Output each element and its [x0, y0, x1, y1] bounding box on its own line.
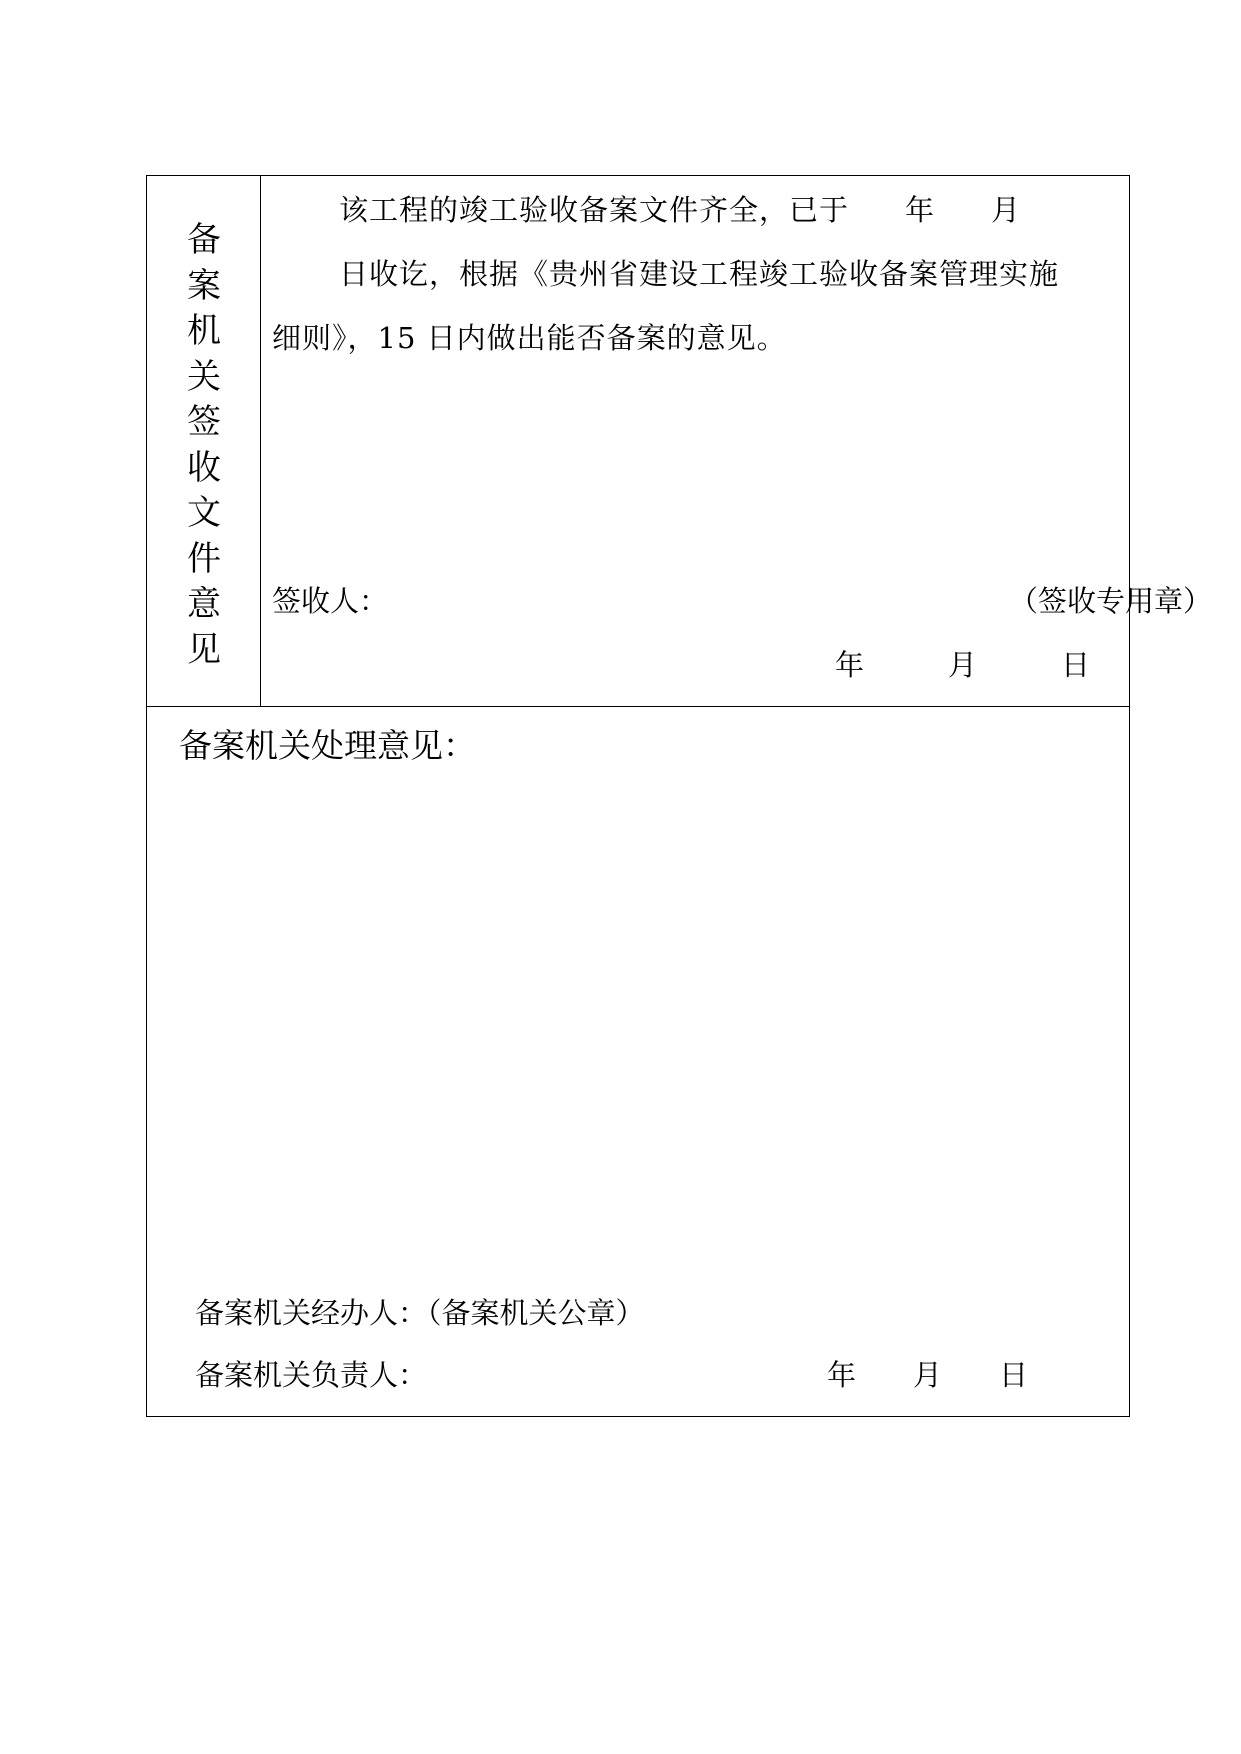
receipt-statement-line-3: 细则》，15 日内做出能否备案的意见。	[272, 321, 787, 355]
receipt-opinion-content-cell	[261, 176, 1213, 706]
vertical-label-char: 机	[187, 311, 221, 351]
vertical-label-char: 收	[187, 447, 221, 488]
authority-chief-label: 备案机关负责人：	[195, 1358, 428, 1392]
authority-date-year: 年	[827, 1358, 857, 1392]
receipt-statement-text: 该工程的竣工验收备案文件齐全，已于	[339, 193, 850, 227]
receipt-statement-line-2: 日收讫，根据《贵州省建设工程竣工验收备案管理实施	[339, 257, 1060, 291]
receipt-year-label: 年	[905, 193, 936, 227]
authority-date-day: 日	[999, 1358, 1029, 1392]
receipt-statement-line-1	[339, 188, 1021, 229]
authority-opinion-title: 备案机关处理意见：	[179, 726, 476, 765]
vertical-label-char: 件	[187, 538, 221, 579]
receipt-opinion-label-cell	[147, 176, 261, 706]
sign-date-month: 月	[948, 648, 978, 682]
signer-label: 签收人：	[272, 584, 389, 618]
receipt-opinion-vertical-label	[147, 218, 261, 673]
vertical-label-char: 关	[187, 356, 221, 397]
vertical-label-char: 案	[187, 265, 221, 306]
authority-date-month: 月	[913, 1358, 943, 1392]
vertical-label-char: 意	[187, 584, 221, 624]
authority-handler-label: 备案机关经办人：（备案机关公章）	[195, 1296, 645, 1330]
receipt-stamp-note: （签收专用章）	[1009, 584, 1213, 618]
receipt-opinion-row	[147, 176, 1213, 707]
sign-date-day: 日	[1061, 648, 1091, 682]
sign-date-year: 年	[835, 648, 865, 682]
filing-form-table	[146, 175, 1213, 1417]
authority-opinion-row	[147, 706, 1129, 1416]
vertical-label-char: 备	[187, 220, 221, 260]
receipt-month-label: 月	[991, 193, 1022, 227]
vertical-label-char: 见	[187, 629, 221, 670]
vertical-label-char: 文	[187, 493, 221, 533]
vertical-label-char: 签	[187, 402, 221, 442]
